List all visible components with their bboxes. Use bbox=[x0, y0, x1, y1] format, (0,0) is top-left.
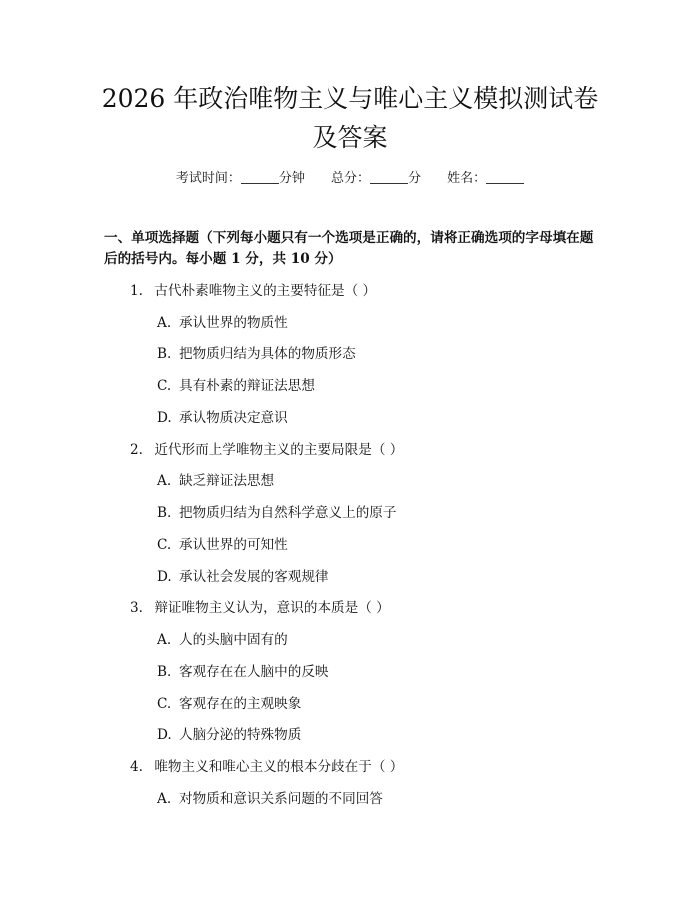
option-letter: B. bbox=[157, 664, 172, 680]
total-score-unit: 分 bbox=[408, 171, 422, 186]
exam-time-label: 考试时间： bbox=[175, 171, 241, 186]
exam-meta-row bbox=[0, 169, 700, 189]
question-3-option-d bbox=[157, 725, 301, 745]
option-letter: A. bbox=[157, 632, 172, 648]
question-text: 古代朴素唯物主义的主要特征是（ ） bbox=[154, 283, 377, 299]
option-letter: C. bbox=[157, 378, 172, 394]
question-4-option-a bbox=[157, 789, 383, 809]
question-1-option-c bbox=[157, 376, 315, 396]
name-field bbox=[447, 169, 524, 189]
option-text: 人的头脑中固有的 bbox=[179, 632, 288, 648]
exam-time-field bbox=[176, 169, 305, 189]
question-number: 2. bbox=[130, 442, 143, 458]
option-text: 承认物质决定意识 bbox=[179, 410, 288, 426]
question-2-option-a bbox=[157, 471, 274, 491]
option-letter: B. bbox=[157, 346, 172, 362]
option-letter: D. bbox=[157, 727, 172, 743]
question-2 bbox=[130, 440, 403, 460]
question-3 bbox=[130, 598, 390, 618]
question-text: 唯物主义和唯心主义的根本分歧在于（ ） bbox=[154, 759, 404, 775]
total-score-blank bbox=[370, 170, 408, 184]
question-2-option-c bbox=[157, 535, 288, 555]
question-number: 3. bbox=[130, 600, 143, 616]
option-text: 承认社会发展的客观规律 bbox=[179, 569, 329, 585]
question-number: 4. bbox=[130, 759, 143, 775]
question-text: 辩证唯物主义认为，意识的本质是（ ） bbox=[154, 600, 390, 616]
question-1-option-b bbox=[157, 344, 356, 364]
exam-time-unit: 分钟 bbox=[278, 171, 305, 186]
option-letter: D. bbox=[157, 569, 172, 585]
question-1 bbox=[130, 281, 376, 301]
option-text: 人脑分泌的特殊物质 bbox=[179, 727, 302, 743]
question-4 bbox=[130, 757, 403, 777]
option-text: 承认世界的可知性 bbox=[179, 537, 288, 553]
question-number: 1. bbox=[130, 283, 143, 299]
total-score-label: 总分： bbox=[330, 171, 370, 186]
question-2-option-d bbox=[157, 567, 329, 587]
option-text: 缺乏辩证法思想 bbox=[179, 473, 275, 489]
option-text: 对物质和意识关系问题的不同回答 bbox=[179, 791, 383, 807]
option-letter: A. bbox=[157, 473, 172, 489]
option-letter: C. bbox=[157, 696, 172, 712]
total-score-field bbox=[331, 169, 421, 189]
question-3-option-b bbox=[157, 662, 329, 682]
section-heading: 一、单项选择题（下列每小题只有一个选项是正确的，请将正确选项的字母填在题后的括号内。每小题 1 分，共 10 分） bbox=[104, 230, 594, 267]
option-letter: A. bbox=[157, 791, 172, 807]
name-label: 姓名： bbox=[447, 171, 487, 186]
option-text: 把物质归结为具体的物质形态 bbox=[179, 346, 356, 362]
option-text: 客观存在在人脑中的反映 bbox=[179, 664, 329, 680]
name-blank bbox=[486, 170, 524, 184]
question-text: 近代形而上学唯物主义的主要局限是（ ） bbox=[154, 442, 404, 458]
question-1-option-a bbox=[157, 313, 288, 333]
question-1-option-d bbox=[157, 408, 288, 428]
option-letter: B. bbox=[157, 505, 172, 521]
option-letter: C. bbox=[157, 537, 172, 553]
option-text: 把物质归结为自然科学意义上的原子 bbox=[179, 505, 397, 521]
exam-title-line-1: 2026 年政治唯物主义与唯心主义模拟测试卷 bbox=[101, 84, 599, 113]
question-2-option-b bbox=[157, 503, 397, 523]
exam-time-blank bbox=[241, 170, 279, 184]
question-3-option-c bbox=[157, 694, 301, 714]
question-3-option-a bbox=[157, 630, 288, 650]
option-letter: A. bbox=[157, 315, 172, 331]
option-text: 客观存在的主观映象 bbox=[179, 696, 302, 712]
exam-title-line-2: 及答案 bbox=[312, 123, 388, 152]
option-letter: D. bbox=[157, 410, 172, 426]
option-text: 具有朴素的辩证法思想 bbox=[179, 378, 315, 394]
option-text: 承认世界的物质性 bbox=[179, 315, 288, 331]
